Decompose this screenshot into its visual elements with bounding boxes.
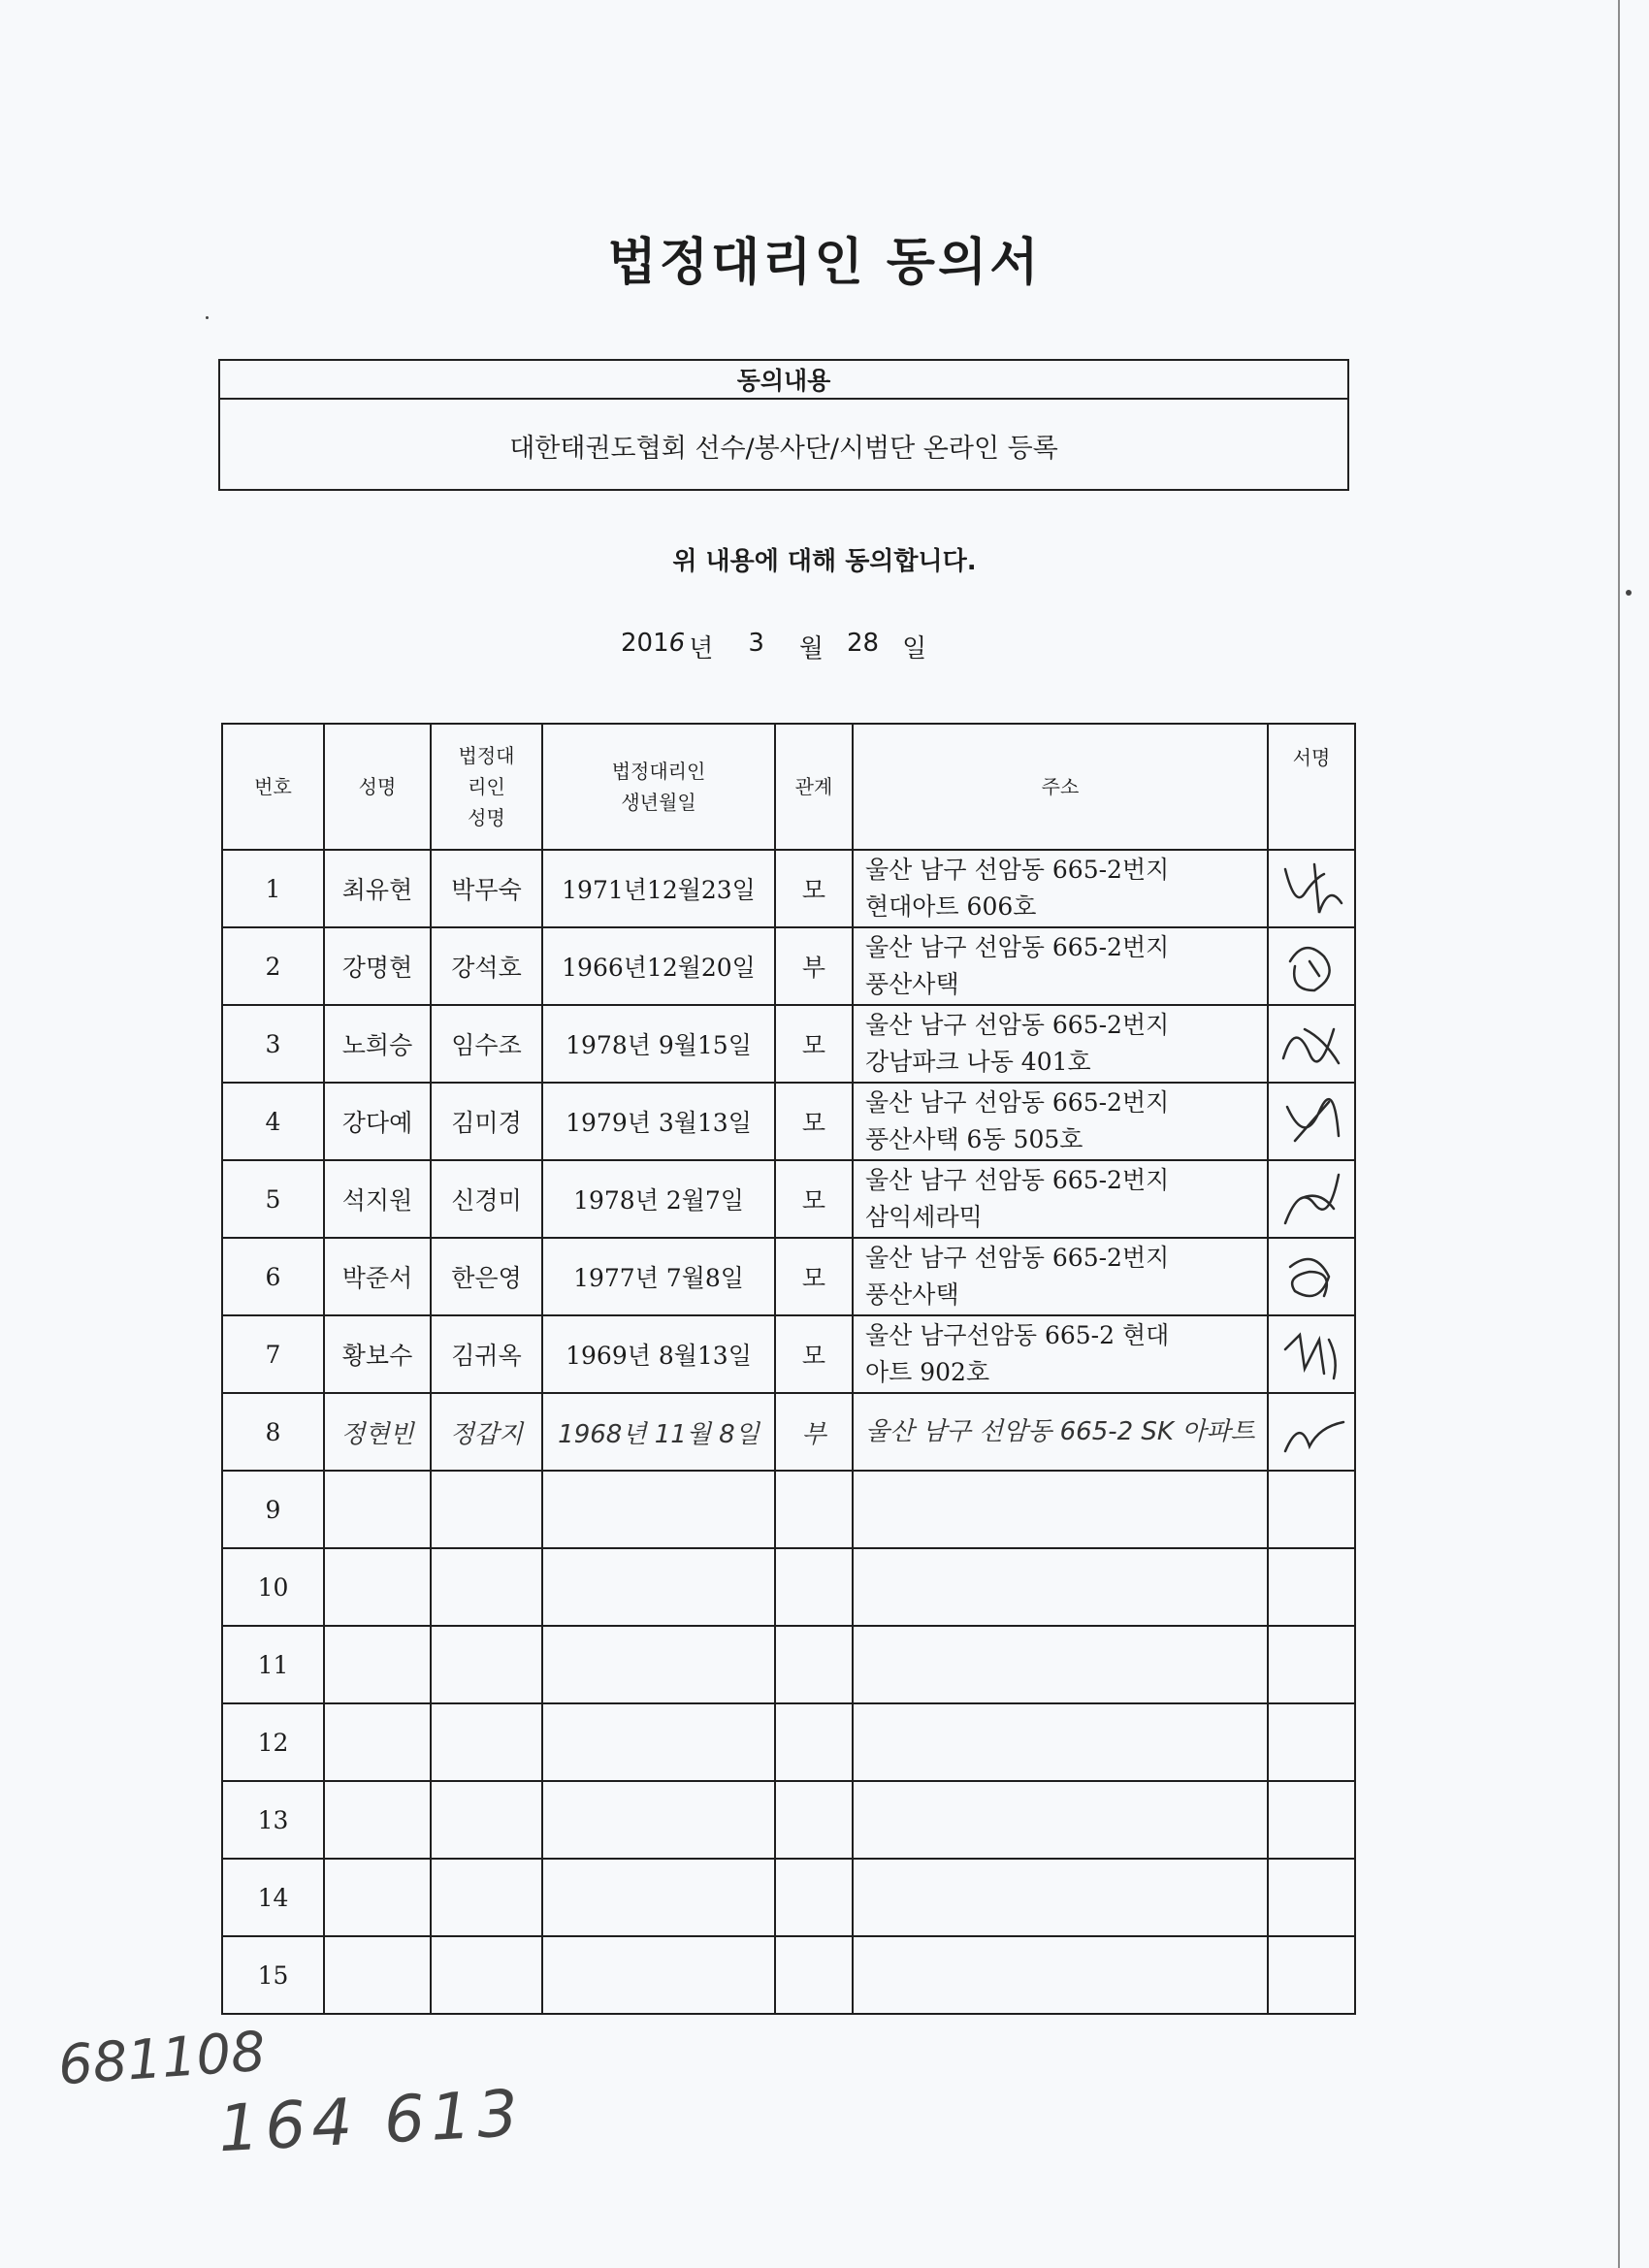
cell-signature xyxy=(1268,1936,1355,2014)
date-day-label: 일 xyxy=(902,634,927,664)
cell-signature xyxy=(1268,927,1355,1005)
cell-name: 최유현 xyxy=(324,850,431,927)
cell-guardian: 김미경 xyxy=(431,1083,542,1160)
cell-no: 14 xyxy=(222,1859,324,1936)
signature-scribble xyxy=(1276,1320,1347,1388)
signature-scribble xyxy=(1276,1087,1347,1155)
table-row xyxy=(222,927,1355,1005)
cell-no: 11 xyxy=(222,1626,324,1703)
handwritten-note-1: 681108 xyxy=(55,2020,268,2098)
cell-guardian xyxy=(431,1936,542,2014)
cell-no: 5 xyxy=(222,1160,324,1238)
table-row xyxy=(222,1859,1355,1936)
cell-birth: 1969년 8월13일 xyxy=(542,1315,775,1393)
consent-box xyxy=(218,359,1349,491)
cell-no: 4 xyxy=(222,1083,324,1160)
cell-no: 1 xyxy=(222,850,324,927)
cell-name xyxy=(324,1471,431,1548)
cell-name xyxy=(324,1626,431,1703)
cell-relation xyxy=(775,1703,853,1781)
cell-no: 13 xyxy=(222,1781,324,1859)
cell-relation xyxy=(775,1781,853,1859)
header-guardian-birth: 법정대리인 생년월일 xyxy=(542,724,775,850)
cell-relation: 모 xyxy=(775,1238,853,1315)
cell-signature xyxy=(1268,1781,1355,1859)
cell-relation: 모 xyxy=(775,850,853,927)
cell-name xyxy=(324,1548,431,1626)
cell-name: 정현빈 xyxy=(324,1393,431,1471)
cell-name xyxy=(324,1859,431,1936)
cell-birth: 1977년 7월8일 xyxy=(542,1238,775,1315)
cell-no: 9 xyxy=(222,1471,324,1548)
date-month-label: 월 xyxy=(798,634,824,664)
header-address: 주소 xyxy=(853,724,1268,850)
table-row xyxy=(222,1393,1355,1471)
table-row xyxy=(222,1160,1355,1238)
cell-relation xyxy=(775,1859,853,1936)
cell-address xyxy=(853,1936,1268,2014)
signature-scribble xyxy=(1276,932,1347,1000)
cell-birth xyxy=(542,1471,775,1548)
signature-scribble xyxy=(1276,1243,1347,1311)
header-guardian-name: 법정대 리인 성명 xyxy=(431,724,542,850)
cell-birth xyxy=(542,1859,775,1936)
cell-guardian: 정갑지 xyxy=(431,1393,542,1471)
cell-no: 12 xyxy=(222,1703,324,1781)
cell-relation: 모 xyxy=(775,1083,853,1160)
header-relation: 관계 xyxy=(775,724,853,850)
cell-address: 울산 남구선암동 665-2 현대 아트 902호 xyxy=(853,1315,1268,1393)
cell-no: 6 xyxy=(222,1238,324,1315)
table-row xyxy=(222,1005,1355,1083)
cell-name xyxy=(324,1936,431,2014)
cell-guardian xyxy=(431,1781,542,1859)
cell-no: 15 xyxy=(222,1936,324,2014)
cell-birth xyxy=(542,1703,775,1781)
cell-signature xyxy=(1268,1703,1355,1781)
document-title: 법정대리인 동의서 xyxy=(607,234,1042,292)
cell-signature xyxy=(1268,1238,1355,1315)
cell-signature xyxy=(1268,850,1355,927)
cell-relation: 부 xyxy=(775,1393,853,1471)
guardian-table xyxy=(221,723,1354,2015)
cell-birth: 1979년 3월13일 xyxy=(542,1083,775,1160)
cell-no: 10 xyxy=(222,1548,324,1626)
consent-text: 대한태권도협회 선수/봉사단/시범단 온라인 등록 xyxy=(509,433,1058,464)
cell-birth xyxy=(542,1936,775,2014)
cell-guardian: 신경미 xyxy=(431,1160,542,1238)
cell-address: 울산 남구 선암동 665-2번지 삼익세라믹 xyxy=(853,1160,1268,1238)
cell-name: 강명현 xyxy=(324,927,431,1005)
cell-name xyxy=(324,1781,431,1859)
cell-signature xyxy=(1268,1548,1355,1626)
cell-birth: 1978년 2월7일 xyxy=(542,1160,775,1238)
signature-scribble xyxy=(1276,1398,1347,1466)
header-signature: 서명 xyxy=(1268,724,1355,850)
cell-signature xyxy=(1268,1471,1355,1548)
cell-birth: 1968년 11월 8일 xyxy=(542,1393,775,1471)
cell-guardian: 김귀옥 xyxy=(431,1315,542,1393)
cell-name: 노희승 xyxy=(324,1005,431,1083)
cell-address: 울산 남구 선암동 665-2번지 풍산사택 xyxy=(853,1238,1268,1315)
cell-signature xyxy=(1268,1626,1355,1703)
cell-address: 울산 남구 선암동 665-2 SK 아파트 xyxy=(853,1393,1268,1471)
cell-signature xyxy=(1268,1859,1355,1936)
cell-address xyxy=(853,1548,1268,1626)
cell-signature xyxy=(1268,1160,1355,1238)
cell-guardian: 박무숙 xyxy=(431,850,542,927)
cell-guardian: 한은영 xyxy=(431,1238,542,1315)
agree-statement: 위 내용에 대해 동의합니다. xyxy=(672,547,977,576)
cell-no: 2 xyxy=(222,927,324,1005)
date-year-handwritten: 6 xyxy=(668,629,686,658)
cell-relation xyxy=(775,1626,853,1703)
cell-relation xyxy=(775,1548,853,1626)
cell-birth: 1978년 9월15일 xyxy=(542,1005,775,1083)
header-no: 번호 xyxy=(222,724,324,850)
cell-signature xyxy=(1268,1393,1355,1471)
cell-guardian xyxy=(431,1859,542,1936)
cell-guardian xyxy=(431,1471,542,1548)
table-row xyxy=(222,1781,1355,1859)
cell-guardian xyxy=(431,1703,542,1781)
cell-guardian xyxy=(431,1626,542,1703)
date-year: 201 xyxy=(621,629,669,658)
cell-birth: 1971년12월23일 xyxy=(542,850,775,927)
table-row xyxy=(222,1936,1355,2014)
cell-address: 울산 남구 선암동 665-2번지 강남파크 나동 401호 xyxy=(853,1005,1268,1083)
cell-address xyxy=(853,1859,1268,1936)
table-row xyxy=(222,1083,1355,1160)
cell-signature xyxy=(1268,1005,1355,1083)
table-row xyxy=(222,1703,1355,1781)
cell-address: 울산 남구 선암동 665-2번지 현대아트 606호 xyxy=(853,850,1268,927)
table-row xyxy=(222,1471,1355,1548)
table-row xyxy=(222,1315,1355,1393)
cell-name: 박준서 xyxy=(324,1238,431,1315)
table-row xyxy=(222,850,1355,927)
table-row xyxy=(222,1548,1355,1626)
table-row xyxy=(222,1626,1355,1703)
cell-no: 3 xyxy=(222,1005,324,1083)
cell-relation: 모 xyxy=(775,1315,853,1393)
signature-scribble xyxy=(1276,1165,1347,1233)
date-month: 3 xyxy=(748,629,764,658)
cell-guardian: 강석호 xyxy=(431,927,542,1005)
cell-address xyxy=(853,1471,1268,1548)
cell-signature xyxy=(1268,1083,1355,1160)
cell-signature xyxy=(1268,1315,1355,1393)
page-edge xyxy=(1618,0,1620,2268)
cell-name: 석지원 xyxy=(324,1160,431,1238)
cell-birth xyxy=(542,1548,775,1626)
cell-no: 8 xyxy=(222,1393,324,1471)
date-year-label: 년 xyxy=(689,634,714,664)
cell-address: 울산 남구 선암동 665-2번지 풍산사택 6동 505호 xyxy=(853,1083,1268,1160)
cell-relation: 모 xyxy=(775,1160,853,1238)
cell-relation xyxy=(775,1936,853,2014)
header-name: 성명 xyxy=(324,724,431,850)
consent-header: 동의내용 xyxy=(220,361,1347,400)
cell-address: 울산 남구 선암동 665-2번지 풍산사택 xyxy=(853,927,1268,1005)
cell-address xyxy=(853,1626,1268,1703)
scan-speck xyxy=(206,316,209,319)
cell-relation xyxy=(775,1471,853,1548)
signature-scribble xyxy=(1276,855,1347,923)
date-day: 28 xyxy=(846,629,880,658)
signature-scribble xyxy=(1276,1010,1347,1078)
cell-address xyxy=(853,1781,1268,1859)
cell-address xyxy=(853,1703,1268,1781)
cell-guardian: 임수조 xyxy=(431,1005,542,1083)
cell-no: 7 xyxy=(222,1315,324,1393)
cell-name: 강다예 xyxy=(324,1083,431,1160)
date-line xyxy=(621,629,926,664)
cell-name: 황보수 xyxy=(324,1315,431,1393)
cell-guardian xyxy=(431,1548,542,1626)
cell-relation: 부 xyxy=(775,927,853,1005)
cell-birth: 1966년12월20일 xyxy=(542,927,775,1005)
scan-speck xyxy=(1626,590,1632,596)
cell-birth xyxy=(542,1781,775,1859)
table-row xyxy=(222,1238,1355,1315)
handwritten-note-2: 164 613 xyxy=(216,2075,526,2167)
cell-relation: 모 xyxy=(775,1005,853,1083)
cell-birth xyxy=(542,1626,775,1703)
cell-name xyxy=(324,1703,431,1781)
table-header-row xyxy=(222,724,1355,850)
